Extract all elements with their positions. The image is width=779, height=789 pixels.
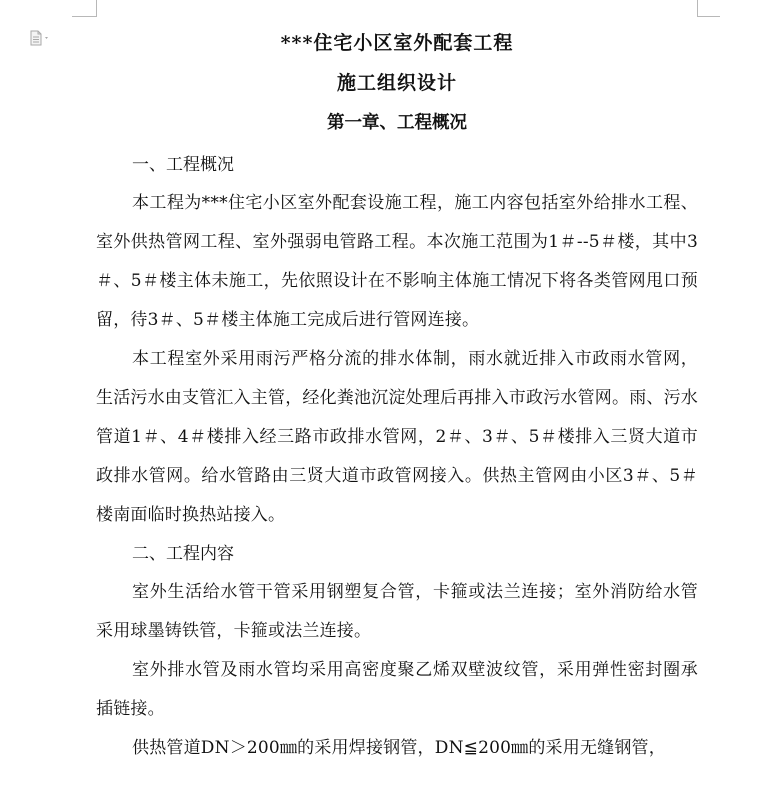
crop-mark-top-right bbox=[697, 0, 720, 17]
document-title: ***住宅小区室外配套工程 bbox=[280, 32, 514, 54]
paragraph: 室外生活给水管干管采用钢塑复合管，卡箍或法兰连接；室外消防给水管采用球墨铸铁管，卡箍或法兰连接。 bbox=[96, 582, 698, 641]
paragraph: 本工程室外采用雨污严格分流的排水体制，雨水就近排入市政雨水管网，生活污水由支管汇入主管，经化粪池沉淀处理后再排入市政污水管网。雨、污水管道1＃、4＃楼排入经三路市政排水管网，2＃、3＃、5＃楼排入三贤大道市政排水管网。给水管路由三贤大道市政管网接入。供热主管网由小区3＃、5＃楼南面临时换热站接入。 bbox=[96, 349, 698, 525]
chapter-title: 第一章、工程概况 bbox=[327, 113, 467, 133]
paragraph: 室外排水管及雨水管均采用高密度聚乙烯双壁波纹管，采用弹性密封圈承插链接。 bbox=[96, 660, 698, 719]
paragraph: 本工程为***住宅小区室外配套设施工程，施工内容包括室外给排水工程、室外供热管网工程、室外强弱电管路工程。本次施工范围为1＃--5＃楼，其中3＃、5＃楼主体未施工，先依照设计在不影响主体施工情况下将各类管网甩口预留，待3＃、5＃楼主体施工完成后进行管网连接。 bbox=[96, 193, 698, 330]
document-body bbox=[96, 28, 698, 768]
paragraph: 供热管道DN＞200㎜的采用焊接钢管，DN≦200㎜的采用无缝钢管， bbox=[132, 738, 666, 758]
crop-mark-top-left bbox=[72, 0, 97, 17]
section-heading: 二、工程内容 bbox=[132, 544, 234, 564]
section-heading: 一、工程概况 bbox=[132, 155, 234, 175]
document-subtitle: 施工组织设计 bbox=[336, 72, 457, 94]
document-icon[interactable] bbox=[30, 30, 52, 46]
